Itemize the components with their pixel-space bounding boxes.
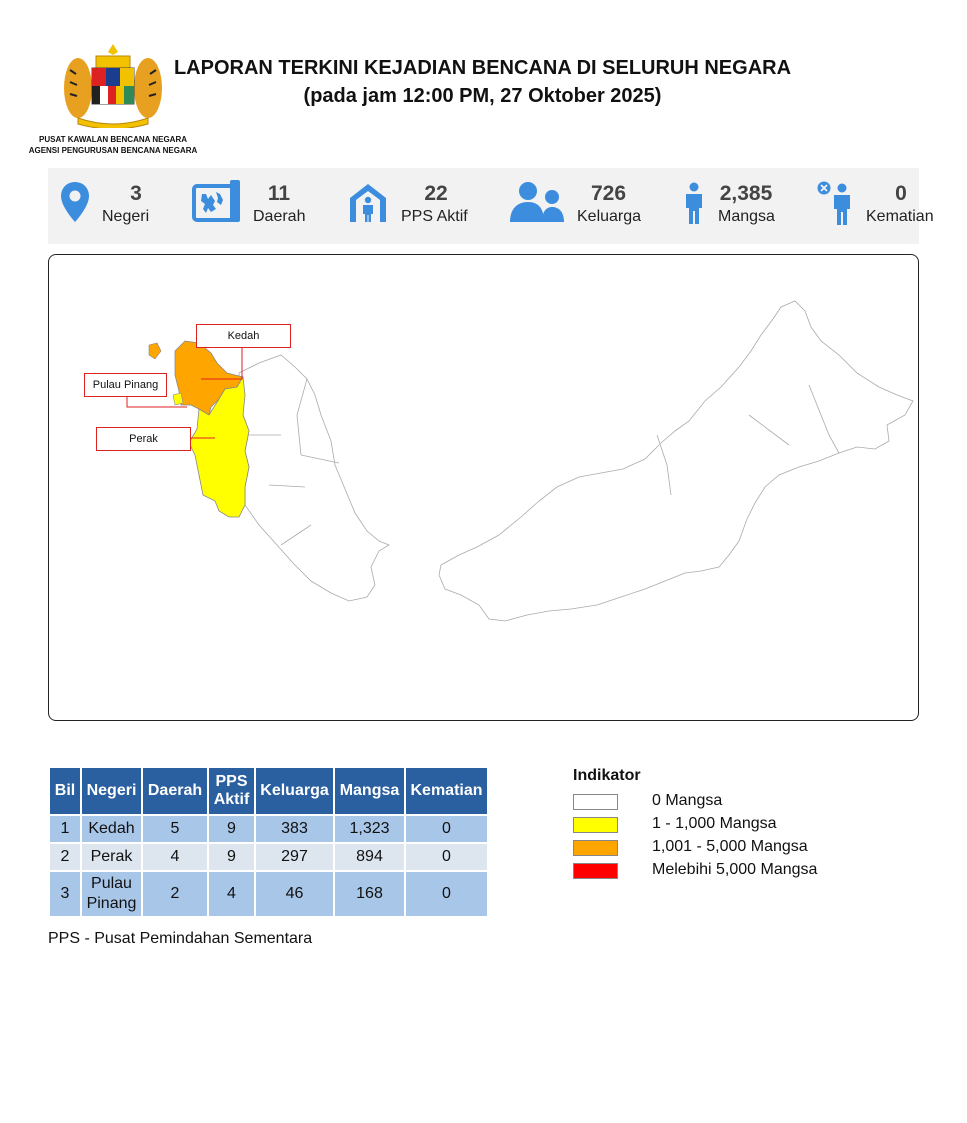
legend-swatch: [573, 794, 618, 810]
person-icon: [682, 182, 706, 226]
stat-value: 3: [130, 182, 142, 205]
legend-item: [573, 791, 723, 814]
cell-bil: 3: [49, 871, 81, 917]
stat-value: 11: [267, 182, 291, 205]
col-bil: Bil: [49, 767, 81, 815]
map-legend: [573, 767, 818, 883]
col-kematian: Kematian: [405, 767, 488, 815]
death-icon: [816, 180, 856, 226]
malaysia-disaster-map: [48, 254, 919, 721]
legend-item: [573, 837, 808, 860]
cell-mangsa: 894: [334, 843, 405, 871]
col-daerah: Daerah: [142, 767, 208, 815]
legend-item: [573, 860, 818, 883]
agency-line-2: AGENSI PENGURUSAN BENCANA NEGARA: [28, 146, 198, 155]
legend-title: Indikator: [573, 767, 641, 784]
col-mangsa: Mangsa: [334, 767, 405, 815]
cell-keluarga: 46: [255, 871, 334, 917]
state-pulau-pinang[interactable]: [173, 393, 183, 405]
state-langkawi-kedah[interactable]: [149, 343, 161, 359]
legend-label: 1,001 - 5,000 Mangsa: [652, 838, 808, 855]
cell-bil: 2: [49, 843, 81, 871]
agency-line-1: PUSAT KAWALAN BENCANA NEGARA: [39, 135, 187, 144]
cell-mangsa: 1,323: [334, 815, 405, 843]
cell-negeri: Kedah: [81, 815, 142, 843]
map-canvas: [49, 255, 918, 720]
cell-kematian: 0: [405, 871, 488, 917]
cell-negeri: Pulau Pinang: [81, 871, 142, 917]
stat-value: 2,385: [719, 182, 773, 205]
table-header-row: [49, 767, 488, 815]
cell-kematian: 0: [405, 843, 488, 871]
report-title: [150, 54, 815, 110]
page-title: LAPORAN TERKINI KEJADIAN BENCANA DI SELURUH NEGARA: [173, 57, 792, 79]
callout-pulau-pinang: Pulau Pinang: [84, 373, 167, 397]
legend-label: Melebihi 5,000 Mangsa: [652, 861, 818, 878]
cell-daerah: 5: [142, 815, 208, 843]
legend-swatch: [573, 863, 618, 879]
legend-swatch: [573, 840, 618, 856]
stat-value: 0: [895, 182, 907, 205]
table-row: [49, 815, 488, 843]
agency-name: [18, 134, 208, 156]
shelter-icon: [348, 180, 388, 224]
cell-mangsa: 168: [334, 871, 405, 917]
map-outline-states: [239, 301, 913, 621]
cell-bil: 1: [49, 815, 81, 843]
stat-label: Negeri: [102, 208, 150, 225]
family-icon: [510, 180, 566, 224]
cell-pps-aktif: 9: [208, 843, 255, 871]
cell-negeri: Perak: [81, 843, 142, 871]
cell-pps-aktif: 4: [208, 871, 255, 917]
affected-states-table: [48, 766, 489, 918]
col-pps-aktif: PPS Aktif: [208, 767, 255, 815]
cell-keluarga: 383: [255, 815, 334, 843]
summary-stats-bar: [48, 168, 934, 244]
stat-value: 22: [424, 182, 448, 205]
callout-kedah: Kedah: [196, 324, 291, 348]
legend-swatch: [573, 817, 618, 833]
cell-kematian: 0: [405, 815, 488, 843]
cell-pps-aktif: 9: [208, 815, 255, 843]
stat-label: Mangsa: [718, 208, 775, 225]
callout-perak: Perak: [96, 427, 191, 451]
legend-item: [573, 814, 777, 837]
cell-keluarga: 297: [255, 843, 334, 871]
stat-label: Keluarga: [577, 208, 642, 225]
stat-label: Daerah: [253, 208, 306, 225]
stat-label: PPS Aktif: [401, 208, 468, 225]
table-row: [49, 871, 488, 917]
district-map-icon: [192, 180, 240, 222]
stat-label: Kematian: [866, 208, 934, 225]
legend-label: 1 - 1,000 Mangsa: [652, 815, 777, 832]
col-keluarga: Keluarga: [255, 767, 334, 815]
location-pin-icon: [60, 180, 90, 224]
table-footnote: PPS - Pusat Pemindahan Sementara: [48, 930, 313, 947]
legend-label: 0 Mangsa: [652, 792, 723, 809]
cell-daerah: 2: [142, 871, 208, 917]
table-row: [49, 843, 488, 871]
cell-daerah: 4: [142, 843, 208, 871]
page-subtitle: (pada jam 12:00 PM, 27 Oktober 2025): [303, 85, 662, 107]
stat-value: 726: [590, 182, 627, 205]
col-negeri: Negeri: [81, 767, 142, 815]
